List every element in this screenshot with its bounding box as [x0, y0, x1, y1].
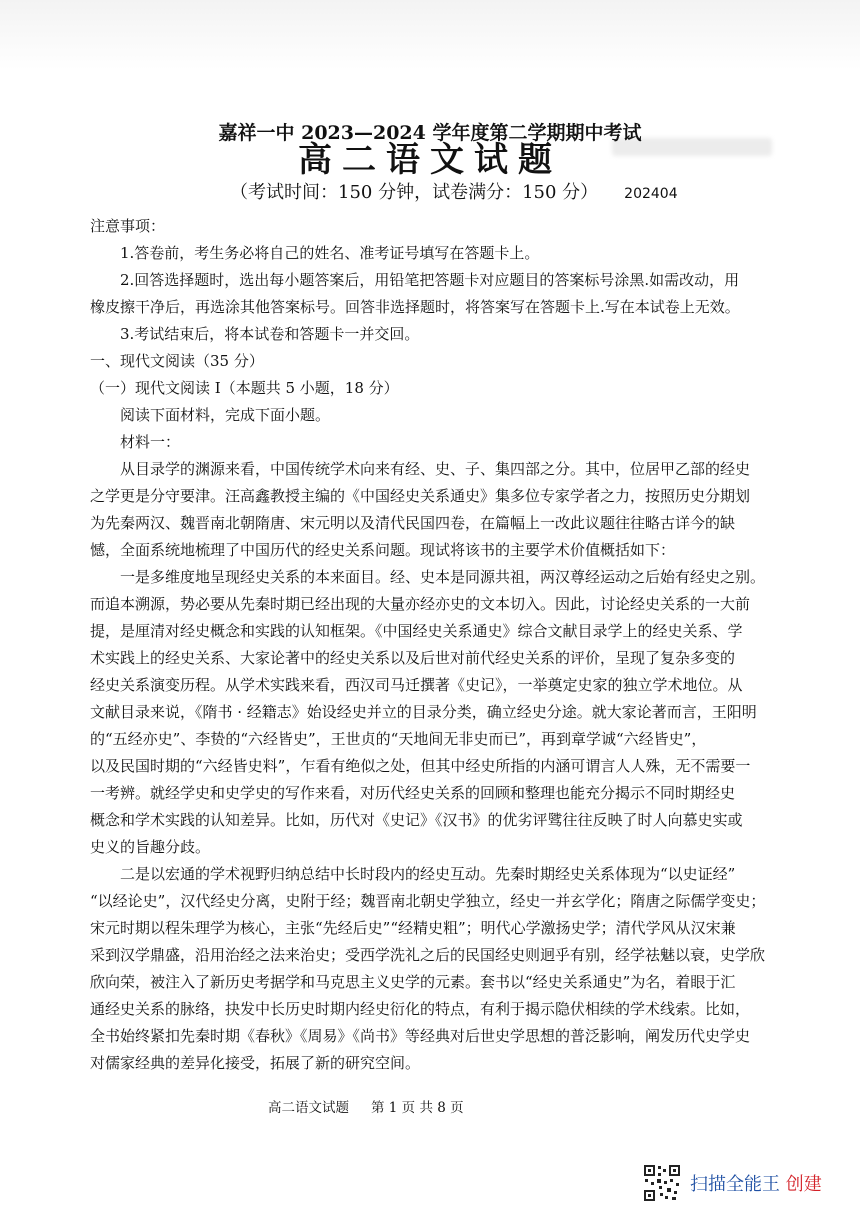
- section-title: 一、现代文阅读（35 分）: [90, 352, 264, 370]
- exam-duration-score: （考试时间：150 分钟，试卷满分：150 分）: [230, 182, 599, 203]
- scanner-watermark: [642, 1163, 842, 1203]
- qr-code-icon: [642, 1163, 682, 1203]
- passage-line: 二是以宏通的学术视野归纳总结中长时段内的经史互动。先秦时期经史关系体现为“以史证经”: [120, 865, 736, 883]
- passage-line: 宋元时期以程朱理学为核心，主张“先经后史”“经精史粗”；明代心学激扬史学；清代学风从汉宋兼: [90, 919, 736, 937]
- passage-line: 通经史关系的脉络，抉发中长历史时期内经史衍化的特点，有利于揭示隐伏相续的学术线索。比如，: [90, 1000, 751, 1018]
- passage-line: 文献目录来说，《隋书 · 经籍志》始设经史并立的目录分类，确立经史分途。就大家论著而言，王阳明: [90, 703, 757, 721]
- page-number: 第 1 页 共 8 页: [371, 1100, 464, 1116]
- note-item: 2.回答选择题时，选出每小题答案后，用铅笔把答题卡对应题目的答案标号涂黑.如需改动，用: [120, 271, 740, 289]
- passage-line: 为先秦两汉、魏晋南北朝隋唐、宋元明以及清代民国四卷，在篇幅上一改此议题往往略古详今的缺: [90, 514, 736, 532]
- footer-subject: 高二语文试题: [268, 1100, 349, 1116]
- reading-instruction: 阅读下面材料，完成下面小题。: [120, 406, 331, 424]
- passage: [90, 456, 802, 1077]
- passage-line: 提，是厘清对经史概念和实践的认知框架。《中国经史关系通史》综合文献目录学上的经史关系、学: [90, 622, 743, 640]
- exam-code: 202404: [624, 186, 678, 202]
- passage-line: 对儒家经典的差异化接受，拓展了新的研究空间。: [90, 1054, 421, 1072]
- note-item: 橡皮擦干净后，再选涂其他答案标号。回答非选择题时，将答案写在答题卡上.写在本试卷上无效。: [90, 298, 740, 316]
- scan-background: [0, 0, 860, 70]
- passage-line: 而追本溯源，势必要从先秦时期已经出现的大量亦经亦史的文本切入。因此，讨论经史关系的一大前: [90, 595, 751, 613]
- exam-title: 嘉祥一中 2023—2024 学年度第二学期期中考试: [218, 122, 642, 144]
- exam-info: [230, 178, 710, 204]
- passage-line: “以经论史”，汉代经史分离，史附于经；魏晋南北朝史学独立，经史一并玄学化；隋唐之际儒学变史；: [90, 892, 766, 910]
- section-subtitle: （一）现代文阅读 I（本题共 5 小题，18 分）: [90, 379, 399, 397]
- passage-line: 全书始终紧扣先秦时期《春秋》《周易》《尚书》等经典对后世史学思想的普泛影响，阐发历代史学史: [90, 1027, 751, 1045]
- passage-line: 一是多维度地呈现经史关系的本来面目。经、史本是同源共祖，两汉尊经运动之后始有经史之别。: [120, 568, 766, 586]
- page-footer: [268, 1096, 608, 1116]
- note-item: 3.考试结束后，将本试卷和答题卡一并交回。: [120, 325, 420, 343]
- scanner-label: [690, 1170, 832, 1196]
- passage-line: 之学更是分守要津。汪高鑫教授主编的《中国经史关系通史》集多位专家学者之力，按照历史分期划: [90, 487, 751, 505]
- passage-line: 从目录学的渊源来看，中国传统学术向来有经、史、子、集四部之分。其中，位居甲乙部的经史: [120, 460, 751, 478]
- note-item: 1.答卷前，考生务必将自己的姓名、准考证号填写在答题卡上。: [120, 244, 540, 262]
- passage-line: 一考辨。就经学史和史学史的写作来看，对历代经史关系的回顾和整理也能充分揭示不同时期经史: [90, 784, 736, 802]
- passage-line: 欣向荣，被注入了新历史考据学和马克思主义史学的元素。套书以“经史关系通史”为名，着眼于汇: [90, 973, 736, 991]
- document-body: [90, 213, 802, 1077]
- subject-title: 高二语文试题: [298, 140, 562, 180]
- passage-line: 以及民国时期的“六经皆史料”，乍看有绝似之处，但其中经史所指的内涵可谓言人人殊，无不需要一: [90, 757, 751, 775]
- passage-line: 术实践上的经史关系、大家论著中的经史关系以及后世对前代经史关系的评价，呈现了复杂多变的: [90, 649, 736, 667]
- passage-line: 采到汉学鼎盛，沿用治经之法来治史；受西学洗礼之后的民国经史则迥乎有别，经学祛魅以衰，史学欣: [90, 946, 766, 964]
- scanner-action: 创建: [785, 1174, 822, 1195]
- scanner-app-name: 扫描全能王: [690, 1174, 780, 1195]
- passage-line: 概念和学术实践的认知差异。比如，历代对《史记》《汉书》的优劣评骘往往反映了时人向慕史实或: [90, 811, 743, 829]
- material-label: 材料一：: [120, 433, 181, 451]
- passage-line: 经史关系演变历程。从学术实践来看，西汉司马迁撰著《史记》，一举奠定史家的独立学术地位。从: [90, 676, 743, 694]
- passage-line: 史义的旨趣分歧。: [90, 838, 211, 856]
- passage-line: 的“五经亦史”、李贽的“六经皆史”，王世贞的“天地间无非史而已”，再到章学诚“六经皆史”，: [90, 730, 707, 748]
- notes-heading: 注意事项：: [90, 217, 166, 235]
- passage-line: 憾，全面系统地梳理了中国历代的经史关系问题。现试将该书的主要学术价值概括如下：: [90, 541, 676, 559]
